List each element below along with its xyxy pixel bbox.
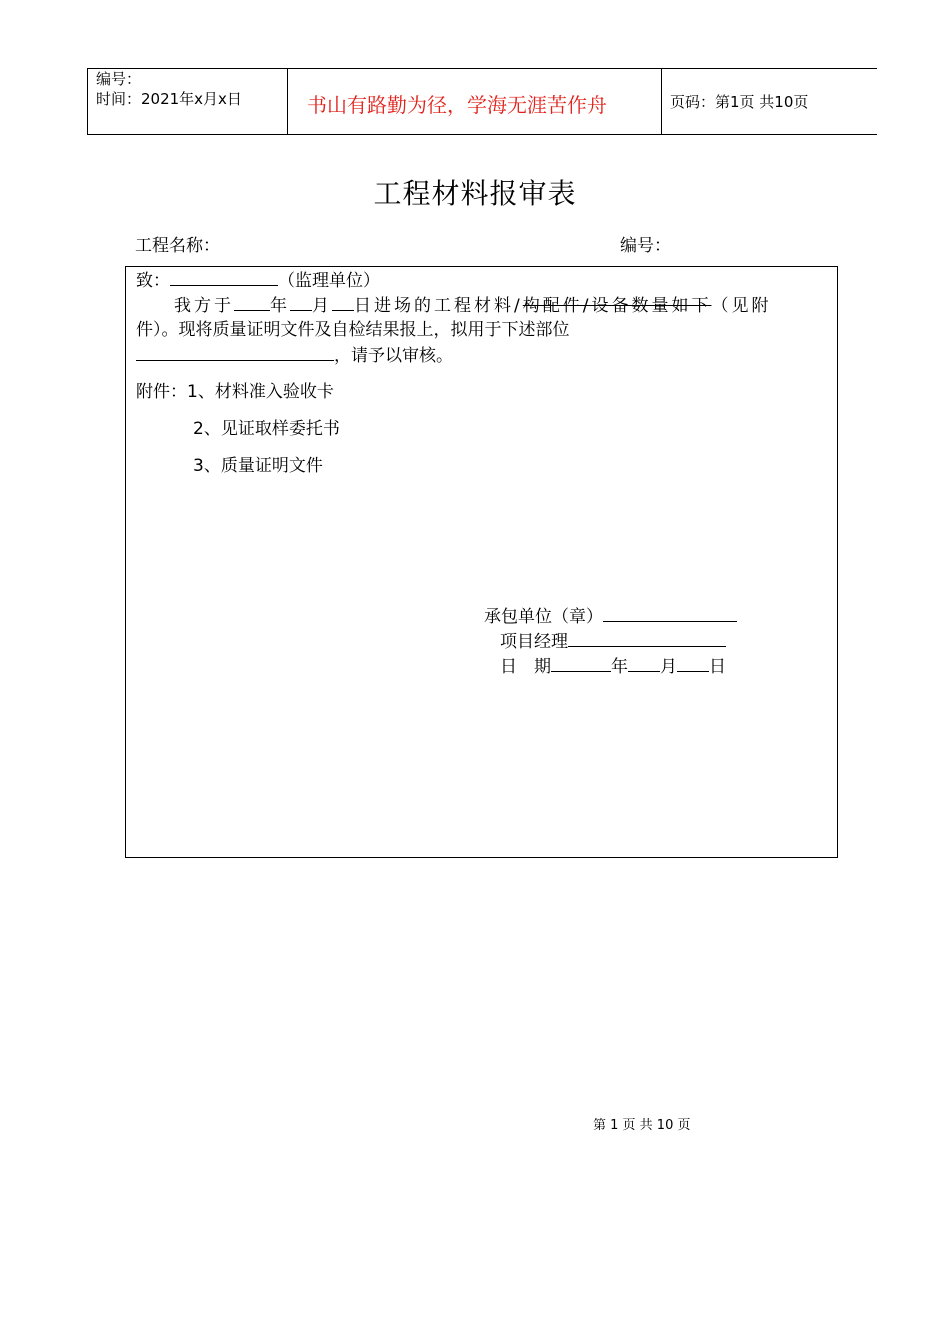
month-blank[interactable]: [290, 293, 312, 311]
form-number-label: 编号：: [620, 236, 671, 256]
body-line-2: 件）。现将质量证明文件及自检结果报上，拟用于下述部位: [136, 320, 570, 340]
body-line-1: [174, 293, 771, 319]
year-blank[interactable]: [234, 293, 270, 311]
header-divider: [661, 69, 662, 134]
attachment-item: 1、材料准入验收卡: [187, 382, 334, 402]
sign-month: 月: [660, 657, 677, 677]
date-label: 日 期: [500, 657, 551, 677]
header-table: [87, 68, 877, 135]
sign-month-blank[interactable]: [628, 654, 660, 672]
project-name-label: 工程名称：: [135, 236, 220, 256]
sign-year: 年: [611, 657, 628, 677]
line1-year: 年: [270, 296, 290, 316]
header-divider: [287, 69, 288, 134]
page-footer: 第 1 页 共 10 页: [593, 1118, 691, 1133]
contractor-label: 承包单位（章）: [484, 607, 603, 627]
attachment-1: [136, 380, 334, 405]
contractor-blank[interactable]: [603, 604, 737, 622]
attachment-2: 2、见证取样委托书: [193, 419, 340, 439]
header-page-label: 页码：第1页 共10页: [670, 93, 809, 111]
manager-line: [500, 629, 726, 655]
line1-month: 月: [312, 296, 332, 316]
header-time-label: 时间：2021年x月x日: [96, 90, 242, 108]
sign-day-blank[interactable]: [677, 654, 709, 672]
to-prefix: 致：: [136, 271, 170, 291]
line1-a: 我方于: [174, 296, 234, 316]
date-line: [500, 654, 726, 680]
sign-day: 日: [709, 657, 726, 677]
header-motto: 书山有路勤为径，学海无涯苦作舟: [307, 93, 607, 117]
contractor-line: [484, 604, 737, 630]
supervisor-blank[interactable]: [170, 268, 278, 286]
line3-suffix: ，请予以审核。: [334, 346, 453, 366]
manager-label: 项目经理: [500, 632, 568, 652]
to-line: [136, 268, 380, 294]
location-blank[interactable]: [136, 343, 334, 361]
to-suffix: （监理单位）: [278, 271, 380, 291]
line1-tail: （见附: [711, 296, 772, 316]
manager-blank[interactable]: [568, 629, 726, 647]
body-line-3: [136, 343, 453, 369]
day-blank[interactable]: [332, 293, 354, 311]
header-number-label: 编号：: [96, 70, 142, 88]
line1-strike: 构配件/设备数量如下: [522, 296, 712, 316]
attachment-3: 3、质量证明文件: [193, 456, 323, 476]
header-divider: [87, 69, 88, 134]
line1-day: 日进场的工程材料/: [354, 296, 523, 316]
sign-year-blank[interactable]: [551, 654, 611, 672]
form-title: 工程材料报审表: [373, 177, 577, 210]
attachments-label: 附件：: [136, 382, 187, 402]
